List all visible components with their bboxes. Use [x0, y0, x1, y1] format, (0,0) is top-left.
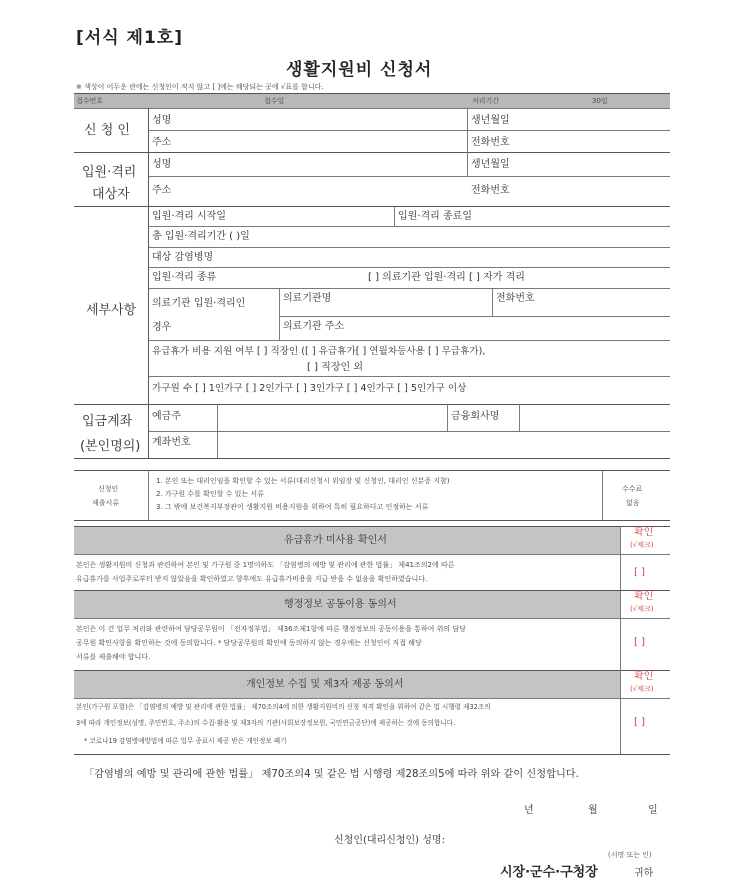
hospital-name-field[interactable]: 의료기관명 [283, 293, 332, 304]
fee-value: 없음 [626, 499, 640, 507]
receipt-date-label: 접수일 [264, 97, 285, 105]
section-confirm-unpaid-leave: 확인 [634, 527, 654, 538]
document-item-3: 3. 그 밖에 보건복지부장관이 생활지원 비용지원을 위하여 특히 필요하다고 인정하는 서류 [156, 503, 429, 511]
target-label-line2: 대상자 [92, 187, 130, 202]
unpaid-leave-checkbox[interactable]: [ ] [634, 567, 645, 578]
total-period-field[interactable]: 총 입원·격리기간 ( )일 [152, 231, 250, 242]
sign-note: (서명 또는 인) [608, 851, 652, 859]
form-number: [서식 제1호] [76, 28, 183, 48]
hospital-phone-field[interactable]: 전화번호 [496, 293, 535, 304]
applicant-label: 신 청 인 [84, 123, 130, 138]
privacy-checkbox[interactable]: [ ] [634, 717, 645, 728]
isolation-kind-options[interactable]: [ ] 의료기관 입원·격리 [ ] 자가 격리 [368, 272, 525, 283]
admin-info-checkbox[interactable]: [ ] [634, 637, 645, 648]
processing-period-value: 30일 [592, 97, 608, 105]
unpaid-leave-text-2: 유급휴가를 사업주로부터 받지 않았음을 확인하였고 향후에도 유급휴가비용을 지급 받을 수 없음을 확인하였습니다. [76, 575, 428, 583]
section-title-privacy: 개인정보 수집 및 제3자 제공 동의서 [246, 679, 404, 690]
receipt-number-label: 접수번호 [76, 97, 104, 105]
target-name-field[interactable]: 성명 [152, 159, 172, 170]
applicant-name-field[interactable]: 성명 [152, 115, 172, 126]
target-phone-field[interactable]: 전화번호 [471, 185, 510, 196]
documents-label-2: 제출서류 [92, 499, 120, 507]
header-bar [74, 94, 670, 108]
paid-leave-support-line1[interactable]: 유급휴가 비용 지원 여부 [ ] 직장인 ([ ] 유급휴가[ ] 연월차등사용 [ ] 무급휴가), [152, 346, 486, 357]
application-statement: 「감염병의 예방 및 관리에 관한 법률」 제70조의4 및 같은 법 시행령 제28조의5에 따라 위와 같이 신청합니다. [84, 769, 579, 780]
details-label: 세부사항 [86, 303, 137, 318]
privacy-text-3: * 코로나19 감염병예방법에 따른 업무 종료시 제공 받은 개인정보 폐기 [84, 737, 287, 745]
fee-label: 수수료 [622, 485, 643, 493]
admin-info-text-1: 본인은 이 건 업무 처리와 관련하여 담당공무원이 「전자정부법」 제36조제1항에 따른 행정정보의 공동이용을 통하여 위의 담당 [76, 625, 466, 633]
processing-period-label: 처리기간 [472, 97, 500, 105]
disease-name-field[interactable]: 대상 감염병명 [152, 252, 214, 263]
target-birth-field[interactable]: 생년월일 [471, 159, 510, 170]
admin-info-text-2: 공무원 확인사항을 확인하는 것에 동의합니다. * 담당공무원의 확인에 동의하지 않는 경우에는 신청인이 직접 해당 [76, 639, 422, 647]
bank-account-label-1: 입금계좌 [82, 414, 133, 429]
target-address-field[interactable]: 주소 [152, 185, 172, 196]
bank-name-field[interactable]: 금융회사명 [451, 411, 500, 422]
hospital-address-field[interactable]: 의료기관 주소 [283, 321, 345, 332]
privacy-text-2: 3에 따라 개인정보(성명, 주민번호, 주소)의 수집·활용 및 제3자의 기관(사회보장정보원, 국민연금공단)에 제공하는 것에 동의합니다. [76, 719, 456, 727]
section-check-note-privacy: (√체크) [630, 685, 654, 693]
date-day-label[interactable]: 일 [648, 805, 658, 816]
hospital-case-label-2: 경우 [152, 322, 172, 333]
section-check-note-admin-info: (√체크) [630, 605, 654, 613]
account-number-field[interactable]: 계좌번호 [152, 437, 191, 448]
end-date-field[interactable]: 입원·격리 종료일 [398, 211, 472, 222]
applicant-phone-field[interactable]: 전화번호 [471, 137, 510, 148]
target-label-line1: 입원·격리 [82, 165, 137, 180]
section-check-note-unpaid-leave: (√체크) [630, 541, 654, 549]
documents-label-1: 신청인 [98, 485, 119, 493]
isolation-kind-label: 입원·격리 종류 [152, 272, 217, 283]
unpaid-leave-text-1: 본인은 생활지원비 신청과 관련하여 본인 및 가구원 중 1명이하도 「감염병의 예방 및 관리에 관한 법률」 제41조의2에 따른 [76, 561, 455, 569]
document-item-1: 1. 본인 또는 대리인임을 확인할 수 있는 서류(대리신청시 위임장 및 신청인, 대리인 신분증 지참) [156, 477, 450, 485]
account-holder-field[interactable]: 예금주 [152, 411, 181, 422]
section-title-admin-info: 행정정보 공동이용 동의서 [284, 599, 397, 610]
form-sheet [74, 92, 670, 756]
bank-account-label-2: (본인명의) [80, 439, 141, 454]
section-confirm-admin-info: 확인 [634, 591, 654, 602]
recipient-title: 시장·군수·구청장 [500, 865, 598, 880]
admin-info-text-3: 서류를 제출해야 합니다. [76, 653, 151, 661]
form-note: ※ 색상이 어두운 란에는 신청인이 적지 않고 [ ]에는 해당되는 곳에 √표를 합니다. [76, 83, 324, 91]
applicant-birth-field[interactable]: 생년월일 [471, 115, 510, 126]
applicant-address-field[interactable]: 주소 [152, 137, 172, 148]
section-title-unpaid-leave: 유급휴가 미사용 확인서 [284, 535, 387, 546]
date-month-label[interactable]: 월 [588, 805, 598, 816]
hospital-case-label-1: 의료기관 입원·격리인 [152, 298, 246, 309]
paid-leave-support-line2[interactable]: [ ] 직장인 외 [307, 362, 363, 373]
date-year-label[interactable]: 년 [524, 805, 534, 816]
page-title: 생활지원비 신청서 [286, 60, 433, 80]
household-size-options[interactable]: 가구원 수 [ ] 1인가구 [ ] 2인가구 [ ] 3인가구 [ ] 4인가구 [ ] 5인가구 이상 [152, 383, 467, 394]
section-confirm-privacy: 확인 [634, 671, 654, 682]
signer-name-label[interactable]: 신청인(대리신청인) 성명: [334, 835, 445, 846]
start-date-field[interactable]: 입원·격리 시작일 [152, 211, 226, 222]
recipient-honorific: 귀하 [634, 868, 654, 879]
document-item-2: 2. 가구원 수를 확인할 수 있는 서류 [156, 490, 264, 498]
privacy-text-1: 본인(가구원 포함)은 「감염병의 예방 및 관리에 관한 법률」 제70조의4에 의한 생활지원비의 신청 적격 확인을 위하여 같은 법 시행령 제32조의 [76, 703, 491, 711]
